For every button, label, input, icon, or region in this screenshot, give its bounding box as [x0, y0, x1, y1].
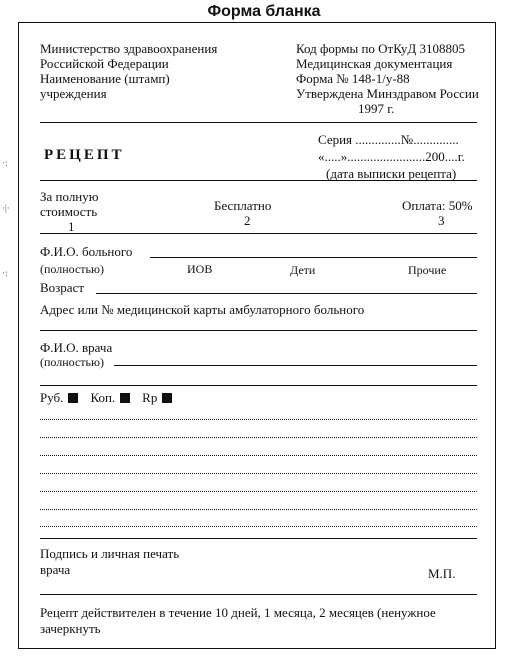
prescription-line[interactable] [40, 419, 477, 420]
form-number: Форма № 148-1/у-88 [296, 71, 410, 86]
doc-type: Медицинская документация [296, 56, 453, 71]
institution-stamp-label: учреждения [40, 86, 107, 101]
kop-label: Коп. [90, 390, 116, 405]
validity-note: Рецепт действителен в течение 10 дней, 1 месяца, 2 месяцев (ненужное [40, 605, 436, 620]
doctor-fio-label: Ф.И.О. врача [40, 340, 113, 355]
divider [40, 538, 477, 539]
rub-label: Руб. [40, 390, 64, 405]
issue-date-field[interactable]: «.....»........................200....г. [318, 149, 465, 164]
payment-discount[interactable]: Оплата: 50% [402, 198, 473, 213]
scan-margin-mark: ·|· [2, 203, 10, 213]
form-code: Код формы по ОтКуД 3108805 [296, 41, 466, 56]
patient-fio-label: Ф.И.О. больного [40, 244, 133, 259]
divider [40, 233, 477, 234]
patient-fio-field[interactable] [150, 257, 477, 258]
payment-full-cost[interactable]: стоимость [40, 204, 98, 219]
institution-stamp-label: Наименование (штамп) [40, 71, 170, 86]
address-label: Адрес или № медицинской карты амбулаторного больного [40, 302, 365, 317]
rub-box[interactable] [68, 393, 78, 403]
rx-line [40, 390, 184, 405]
payment-option-number: 3 [438, 213, 445, 228]
doctor-full-label: (полностью) [40, 355, 104, 369]
issue-date-caption: (дата выписки рецепта) [326, 166, 457, 181]
recipe-title: РЕЦЕПТ [44, 147, 125, 163]
divider [40, 385, 477, 386]
payment-free[interactable]: Бесплатно [214, 198, 272, 213]
series-number-field[interactable]: Серия ..............№.............. [318, 132, 459, 147]
prescription-line[interactable] [40, 491, 477, 492]
prescription-line[interactable] [40, 455, 477, 456]
age-label: Возраст [40, 280, 85, 295]
prescription-line[interactable] [40, 437, 477, 438]
ministry-line: Министерство здравоохранения [40, 41, 218, 56]
ministry-line: Российской Федерации [40, 56, 169, 71]
prescription-line[interactable] [40, 473, 477, 474]
age-field[interactable] [96, 293, 477, 294]
signature-label: врача [40, 562, 71, 577]
payment-option-number: 2 [244, 213, 251, 228]
address-field[interactable] [40, 330, 477, 331]
category-children[interactable]: Дети [290, 263, 316, 277]
doctor-fio-field[interactable] [114, 365, 477, 366]
divider [40, 594, 477, 595]
prescription-line[interactable] [40, 509, 477, 510]
category-iov[interactable]: ИОВ [187, 262, 213, 276]
divider [40, 180, 477, 181]
approval-year: 1997 г. [358, 101, 395, 116]
page-title: Форма бланка [207, 3, 321, 20]
signature-label: Подпись и личная печать [40, 546, 180, 561]
divider [40, 122, 477, 123]
approval-line: Утверждена Минздравом России [296, 86, 479, 101]
rp-box[interactable] [162, 393, 172, 403]
validity-note: зачеркнуть [40, 621, 101, 636]
category-other[interactable]: Прочие [408, 263, 447, 277]
prescription-line[interactable] [40, 526, 477, 527]
stamp-place-label: М.П. [428, 566, 456, 581]
rp-label: Rp [142, 390, 158, 405]
scan-margin-mark: ·: [2, 158, 8, 168]
patient-full-label: (полностью) [40, 262, 104, 276]
payment-option-number: 1 [68, 219, 75, 234]
kop-box[interactable] [120, 393, 130, 403]
payment-full-cost[interactable]: За полную [40, 189, 99, 204]
scan-margin-mark: ·: [2, 268, 8, 278]
